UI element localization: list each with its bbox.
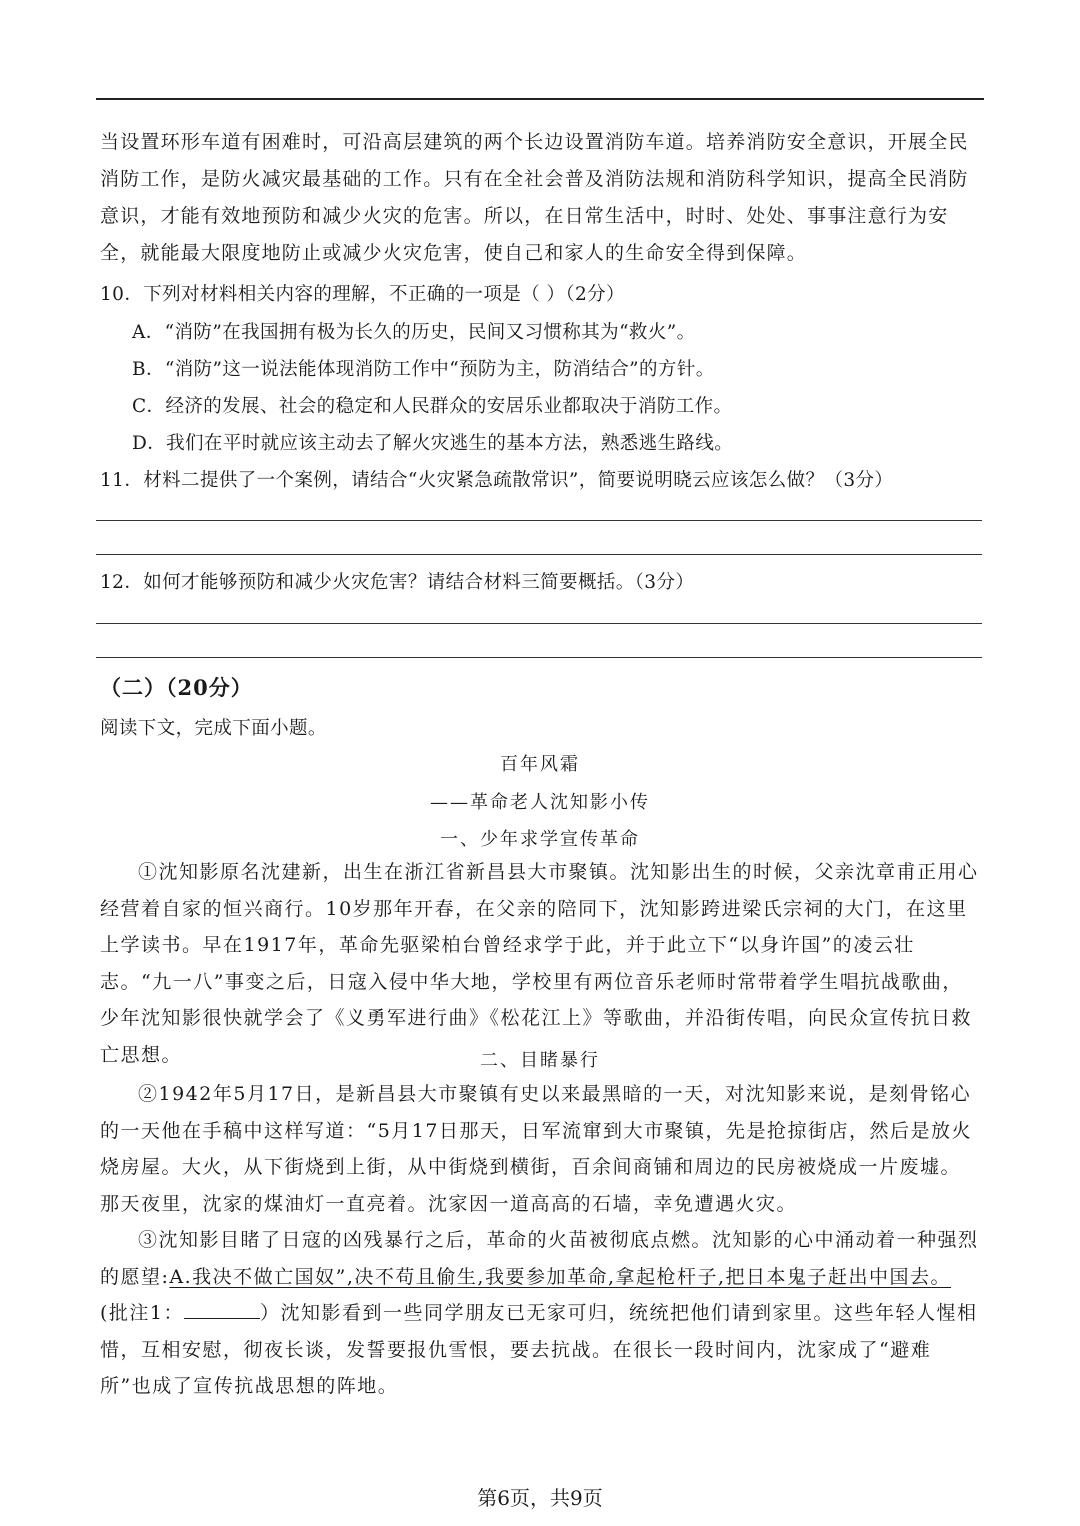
annotation-1-close: ） bbox=[260, 1302, 281, 1324]
header-rule bbox=[96, 98, 984, 100]
paragraph-3-intro: ③沈知影目睹了日寇的凶残暴行之后，革命的火苗被彻底点燃。沈知影的心中涌动着一种强烈的愿望: bbox=[100, 1229, 979, 1288]
question-10-option-c: C．经济的发展、社会的稳定和人民群众的安居乐业都取决于消防工作。 bbox=[132, 396, 733, 417]
question-10-option-b: B．“消防”这一说法能体现消防工作中“预防为主，防消结合”的方针。 bbox=[132, 359, 715, 380]
question-10-option-a: A．“消防”在我国拥有极为长久的历史，民间又习惯称其为“救火”。 bbox=[132, 322, 696, 343]
story-subtitle: ——革命老人沈知影小传 bbox=[430, 792, 650, 813]
question-10-option-d: D．我们在平时就应该主动去了解火灾逃生的基本方法，熟悉逃生路线。 bbox=[132, 433, 734, 454]
part-one-heading: 一、少年求学宣传革命 bbox=[440, 829, 640, 850]
annotation-1-blank[interactable] bbox=[184, 1300, 260, 1319]
material-three-text: 当设置环形车道有困难时，可沿高层建筑的两个长边设置消防车道。培养消防安全意识，开展全民消防工作，是防火减灾最基础的工作。只有在全社会普及消防法规和消防科学知识，提高全民消防意识，才能有效地预防和减少火灾的危害。所以，在日常生活中，时时、处处、事事注意行为安全，就能最大限度地防止或减少火灾危害，使自己和家人的生命安全得到保障。 bbox=[100, 131, 969, 264]
paragraph-3-rest: 沈知影看到一些同学朋友已无家可归，统统把他们请到家里。这些年轻人惺相惜，互相安慰，彻夜长谈，发誓要报仇雪恨，要去抗战。在很长一段时间内，沈家成了“避难所”也成了宣传抗战思想的阵地。 bbox=[100, 1302, 978, 1397]
question-12-stem: 12．如何才能够预防和减少火灾危害？请结合材料三简要概括。（3分） bbox=[100, 572, 695, 593]
page-number: 第6页，共9页 bbox=[477, 1486, 603, 1510]
question-11-answer-line-2 bbox=[96, 554, 982, 555]
story-paragraph-1: ①沈知影原名沈建新，出生在浙江省新昌县大市聚镇。沈知影出生的时候，父亲沈章甫正用心经营着自家的恒兴商行。10岁那年开春，在父亲的陪同下，沈知影跨进梁氏宗祠的大门，在这里上学读书。早在1917年，革命先驱梁柏台曾经求学于此，并于此立下“以身许国”的凌云壮志。“九一八”事变之后，日寇入侵中华大地，学校里有两位音乐老师时常带着学生唱抗战歌曲，少年沈知影很快就学会了《义勇军进行曲》《松花江上》等歌曲，并沿街传唱，向民众宣传抗日救亡思想。 bbox=[100, 861, 979, 1066]
story-title: 百年风霜 bbox=[500, 754, 580, 775]
section-two-heading: （二）（20分） bbox=[100, 675, 253, 700]
question-11-answer-line-1 bbox=[96, 520, 982, 521]
underlined-sentence-a: A.我决不做亡国奴”,决不苟且偷生,我要参加革命,拿起枪杆子,把日本鬼子赶出中国去。 bbox=[169, 1265, 952, 1288]
part-two-heading: 二、目睹暴行 bbox=[480, 1050, 600, 1071]
reading-instruction: 阅读下文，完成下面小题。 bbox=[100, 718, 327, 739]
question-10-stem: 10．下列对材料相关内容的理解，不正确的一项是（ ）（2分） bbox=[100, 284, 625, 305]
question-11-stem: 11．材料二提供了一个案例，请结合“火灾紧急疏散常识”，简要说明晓云应该怎么做？（3分） bbox=[100, 470, 894, 491]
question-12-answer-line-2 bbox=[96, 657, 982, 658]
annotation-1-label: (批注1： bbox=[100, 1302, 185, 1324]
story-paragraph-3 bbox=[100, 1222, 980, 1405]
story-paragraph-2: ②1942年5月17日，是新昌县大市聚镇有史以来最黑暗的一天，对沈知影来说，是刻骨铭心的一天他在手稿中这样写道：“5月17日那天，日军流窜到大市聚镇，先是抢掠街店，然后是放火烧房屋。大火，从下街烧到上街，从中街烧到横街，百余间商铺和周边的民房被烧成一片废墟。那天夜里，沈家的煤油灯一直亮着。沈家因一道高高的石墙，幸免遭遇火灾。 bbox=[100, 1083, 972, 1215]
question-12-answer-line-1 bbox=[96, 623, 982, 624]
